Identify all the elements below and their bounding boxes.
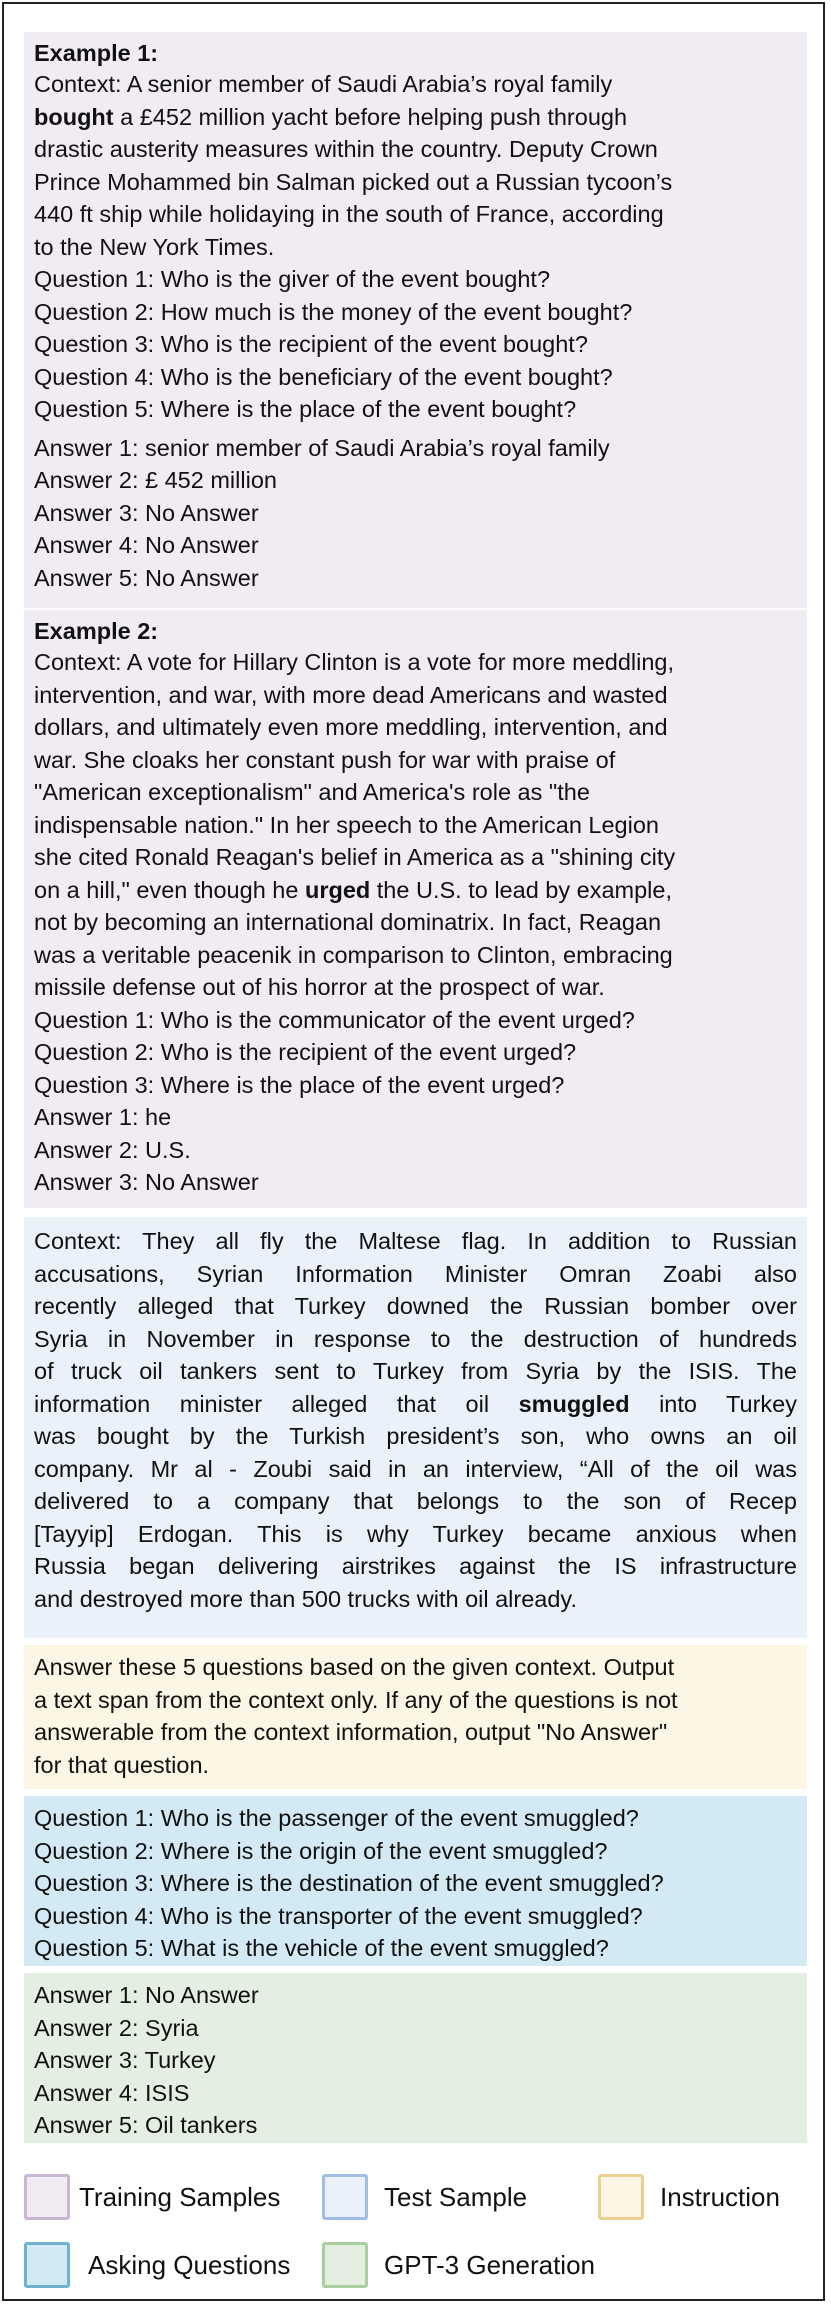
context-text: was a veritable peacenik in comparison to Clinton, embracing <box>34 941 673 968</box>
example-1-questions <box>34 263 797 426</box>
context-line <box>34 166 797 199</box>
context-text: Syria in November in response to the destruction of hundreds <box>34 1325 797 1352</box>
context-text: accusations, Syrian Information Minister Omran Zoabi also <box>34 1260 797 1287</box>
example-2-questions <box>34 1004 797 1102</box>
context-text: [Tayyip] Erdogan. This is why Turkey became anxious when <box>34 1520 797 1547</box>
legend-item-instruction <box>598 2174 808 2220</box>
context-line <box>34 809 797 842</box>
example-1-heading: Example 1: <box>34 40 159 66</box>
legend-label-asking: Asking Questions <box>88 2250 291 2280</box>
question-line: Question 1: Who is the communicator of the event urged? <box>34 1006 635 1033</box>
question-line: Question 3: Where is the destination of the event smuggled? <box>34 1870 664 1896</box>
context-line <box>34 68 797 101</box>
instruction-line: for that question. <box>34 1751 210 1778</box>
answer-line: Answer 1: senior member of Saudi Arabia’s royal family <box>34 434 610 461</box>
event-trigger-word: smuggled <box>518 1390 630 1417</box>
context-text: intervention, and war, with more dead Americans and wasted <box>34 681 668 708</box>
context-text: Context: A senior member of Saudi Arabia’s royal family <box>34 71 613 97</box>
context-text: into Turkey <box>629 1390 797 1417</box>
context-line <box>34 874 797 907</box>
context-line <box>34 906 797 939</box>
example-2-context <box>34 646 797 1004</box>
context-text: recently alleged that Turkey downed the Russian bomber over <box>34 1293 797 1319</box>
context-text: 440 ft ship while holidaying in the south of France, according <box>34 201 664 227</box>
question-line: Question 3: Who is the recipient of the event bought? <box>34 331 588 357</box>
context-text: information minister alleged that oil <box>34 1390 519 1417</box>
context-line <box>34 679 797 712</box>
context-line <box>34 1518 797 1551</box>
asking-questions-box <box>24 1796 807 1966</box>
answer-line: Answer 3: No Answer <box>34 1169 259 1195</box>
context-line <box>34 744 797 777</box>
context-text: was bought by the Turkish president’s son, who owns an oil <box>34 1423 797 1449</box>
context-line <box>34 939 797 972</box>
context-line <box>34 1388 797 1421</box>
asking-questions-list <box>34 1802 797 1965</box>
instruction-line: answerable from the context information, output "No Answer" <box>34 1719 668 1745</box>
question-line: Question 1: Who is the passenger of the event smuggled? <box>34 1805 639 1831</box>
context-text: Context: They all fly the Maltese flag. In addition to Russian <box>34 1228 797 1254</box>
context-line <box>34 133 797 166</box>
event-trigger-word: bought <box>34 103 114 130</box>
instruction-box <box>24 1645 807 1789</box>
context-line <box>34 971 797 1004</box>
context-line <box>34 646 797 679</box>
context-line <box>34 1290 797 1323</box>
context-line <box>34 1225 797 1258</box>
training-sample-example-2 <box>24 610 807 1208</box>
context-text: the U.S. to lead by example, <box>370 876 672 903</box>
question-line: Question 2: How much is the money of the event bought? <box>34 298 633 325</box>
context-line <box>34 1453 797 1486</box>
context-text: "American exceptionalism" and America's role as "the <box>34 779 590 805</box>
training-sample-example-1 <box>24 32 807 608</box>
legend-swatch-instruction <box>598 2174 644 2220</box>
answer-line: Answer 1: he <box>34 1104 172 1130</box>
test-context <box>34 1225 797 1615</box>
legend-label-test: Test Sample <box>384 2182 528 2212</box>
question-line: Question 5: What is the vehicle of the event smuggled? <box>34 1935 609 1961</box>
answer-line: Answer 4: No Answer <box>34 532 259 558</box>
legend-label-instruction: Instruction <box>660 2182 780 2212</box>
answer-line: Answer 3: No Answer <box>34 499 259 526</box>
context-line <box>34 1420 797 1453</box>
context-line <box>34 1485 797 1518</box>
context-text: delivered to a company that belongs to the son of Recep <box>34 1488 797 1514</box>
answer-line: Answer 4: ISIS <box>34 2079 190 2106</box>
context-text: a £452 million yacht before helping push through <box>113 103 628 130</box>
context-line <box>34 101 797 134</box>
context-line <box>34 1550 797 1583</box>
context-line <box>34 1355 797 1388</box>
context-text: on a hill," even though he <box>34 876 305 903</box>
context-line <box>34 1258 797 1291</box>
context-line <box>34 776 797 809</box>
legend-swatch-asking <box>24 2242 70 2288</box>
context-text: she cited Ronald Reagan's belief in America as a "shining city <box>34 844 676 870</box>
example-2-heading: Example 2: <box>34 618 159 644</box>
legend-label-gpt3: GPT-3 Generation <box>384 2250 595 2280</box>
question-line: Question 2: Where is the origin of the event smuggled? <box>34 1837 608 1864</box>
answer-line: Answer 1: No Answer <box>34 1982 259 2008</box>
question-line: Question 3: Where is the place of the event urged? <box>34 1071 565 1098</box>
legend-item-training <box>24 2174 304 2220</box>
context-text: drastic austerity measures within the country. Deputy Crown <box>34 136 658 162</box>
legend-item-asking <box>24 2242 314 2288</box>
answer-line: Answer 5: Oil tankers <box>34 2112 258 2138</box>
answer-line: Answer 2: Syria <box>34 2014 199 2041</box>
legend-swatch-test <box>322 2174 368 2220</box>
context-line <box>34 198 797 231</box>
legend-item-gpt3 <box>322 2242 622 2288</box>
answer-line: Answer 2: U.S. <box>34 1136 191 1163</box>
instruction-line: Answer these 5 questions based on the given context. Output <box>34 1654 675 1680</box>
gpt3-generation-answers <box>34 1979 797 2142</box>
legend-swatch-gpt3 <box>322 2242 368 2288</box>
context-text: company. Mr al - Zoubi said in an interview, “All of the oil was <box>34 1455 797 1482</box>
context-text: of truck oil tankers sent to Turkey from Syria by the ISIS. The <box>34 1358 797 1384</box>
gpt3-generation-box <box>24 1973 807 2143</box>
example-1-context <box>34 68 797 263</box>
legend-item-test <box>322 2174 562 2220</box>
context-text: Prince Mohammed bin Salman picked out a Russian tycoon’s <box>34 168 673 195</box>
context-line <box>34 1583 797 1616</box>
context-line <box>34 231 797 264</box>
context-line <box>34 841 797 874</box>
event-trigger-word: urged <box>304 876 371 903</box>
answer-line: Answer 3: Turkey <box>34 2047 216 2073</box>
context-text: Context: A vote for Hillary Clinton is a vote for more meddling, <box>34 649 675 675</box>
legend-swatch-training <box>24 2174 70 2220</box>
instruction-text <box>34 1651 797 1781</box>
test-sample <box>24 1217 807 1638</box>
context-text: Russia began delivering airstrikes against the IS infrastructure <box>34 1553 797 1579</box>
context-line <box>34 1323 797 1356</box>
context-line <box>34 711 797 744</box>
question-line: Question 4: Who is the transporter of the event smuggled? <box>34 1902 643 1929</box>
context-text: to the New York Times. <box>34 233 275 260</box>
context-text: missile defense out of his horror at the prospect of war. <box>34 974 605 1000</box>
figure-frame <box>2 2 825 2301</box>
context-text: indispensable nation." In her speech to the American Legion <box>34 811 659 838</box>
question-line: Question 1: Who is the giver of the event bought? <box>34 266 551 292</box>
context-text: dollars, and ultimately even more meddling, intervention, and <box>34 714 668 740</box>
instruction-line: a text span from the context only. If any of the questions is not <box>34 1686 678 1713</box>
question-line: Question 4: Who is the beneficiary of the event bought? <box>34 363 613 390</box>
question-line: Question 5: Where is the place of the event bought? <box>34 396 577 422</box>
example-2-answers <box>34 1101 797 1199</box>
legend-label-training: Training Samples <box>79 2182 281 2212</box>
context-text: war. She cloaks her constant push for war with praise of <box>34 746 616 773</box>
example-1-answers <box>34 432 797 595</box>
context-text: not by becoming an international dominatrix. In fact, Reagan <box>34 909 662 935</box>
question-line: Question 2: Who is the recipient of the event urged? <box>34 1039 577 1065</box>
context-text: and destroyed more than 500 trucks with oil already. <box>34 1585 577 1612</box>
answer-line: Answer 2: £ 452 million <box>34 467 277 493</box>
answer-line: Answer 5: No Answer <box>34 564 259 591</box>
